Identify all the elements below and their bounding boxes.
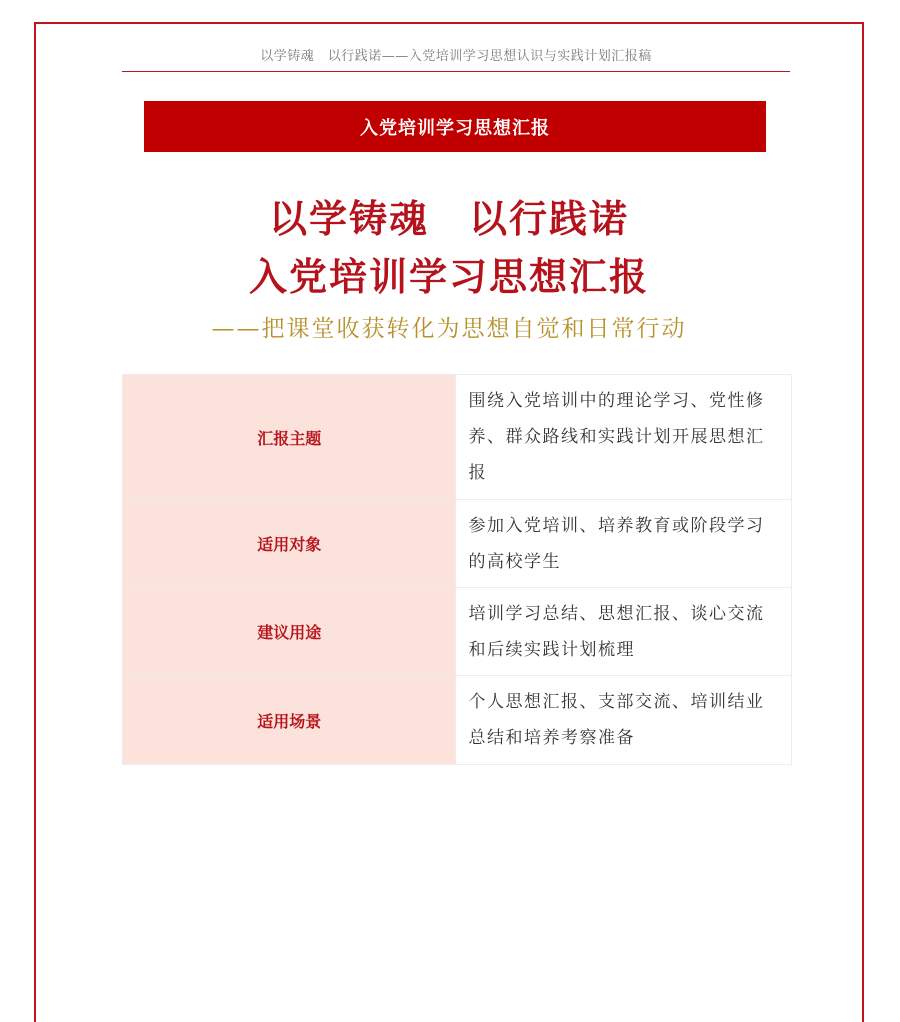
banner-label: 入党培训学习思想汇报 xyxy=(360,117,550,139)
main-title-part-2: 以行践诺 xyxy=(469,197,630,241)
main-title-part-1: 以学铸魂 xyxy=(268,197,429,241)
table-row xyxy=(123,375,792,500)
section-banner xyxy=(144,101,766,152)
subtitle: ——把课堂收获转化为思想自觉和日常行动 xyxy=(211,316,687,342)
row-label: 汇报主题 xyxy=(123,375,456,500)
row-value: 参加入党培训、培养教育或阶段学习的高校学生 xyxy=(456,500,792,588)
document-page xyxy=(34,22,864,1022)
table-row xyxy=(123,500,792,588)
main-title-line-1 xyxy=(36,188,862,243)
table-row xyxy=(123,676,792,765)
row-value: 围绕入党培训中的理论学习、党性修养、群众路线和实践计划开展思想汇报 xyxy=(456,375,792,500)
running-header: 以学铸魂 以行践诺——入党培训学习思想认识与实践计划汇报稿 xyxy=(260,49,652,64)
main-title-line-2: 入党培训学习思想汇报 xyxy=(248,255,649,299)
row-label: 适用场景 xyxy=(123,676,456,765)
row-value: 个人思想汇报、支部交流、培训结业总结和培养考察准备 xyxy=(456,676,792,765)
row-value: 培训学习总结、思想汇报、谈心交流和后续实践计划梳理 xyxy=(456,588,792,676)
row-label: 建议用途 xyxy=(123,588,456,676)
row-label: 适用对象 xyxy=(123,500,456,588)
table-row xyxy=(123,588,792,676)
info-table xyxy=(122,374,792,765)
header-divider xyxy=(122,71,790,72)
